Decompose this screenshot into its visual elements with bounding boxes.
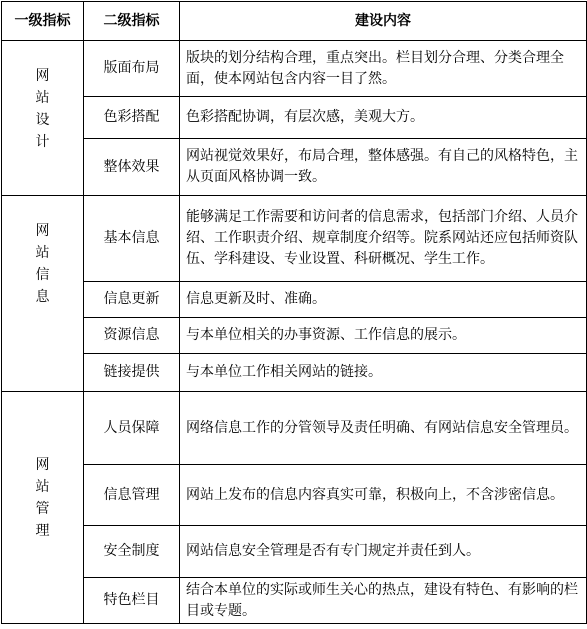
level1-label: 网站信息 [35, 223, 50, 305]
header-row [2, 2, 587, 41]
level2-cell: 资源信息 [84, 318, 180, 354]
table-row [2, 196, 587, 282]
table-row [2, 578, 587, 624]
header-content: 建设内容 [180, 2, 587, 41]
level1-label: 网站设计 [35, 68, 50, 150]
table-row [2, 526, 587, 578]
table-row [2, 282, 587, 318]
table-row [2, 354, 587, 392]
level2-cell: 安全制度 [84, 526, 180, 578]
level2-cell: 版面布局 [84, 41, 180, 97]
content-cell: 与本单位工作相关网站的链接。 [180, 354, 587, 392]
header-level2: 二级指标 [84, 2, 180, 41]
content-cell: 网站视觉效果好，布局合理，整体感强。有自己的风格特色，主从页面风格协调一致。 [180, 139, 587, 196]
level2-cell: 基本信息 [84, 196, 180, 282]
level2-cell: 色彩搭配 [84, 97, 180, 139]
table-row [2, 97, 587, 139]
level2-cell: 整体效果 [84, 139, 180, 196]
content-cell: 能够满足工作需要和访问者的信息需求，包括部门介绍、人员介绍、工作职责介绍、规章制度介绍等。院系网站还应包括师资队伍、学科建设、专业设置、科研概况、学生工作。 [180, 196, 587, 282]
content-cell: 网站上发布的信息内容真实可靠，积极向上，不含涉密信息。 [180, 465, 587, 526]
level1-label: 网站管理 [35, 457, 50, 539]
criteria-table [1, 1, 587, 624]
level2-cell: 人员保障 [84, 392, 180, 465]
content-cell: 色彩搭配协调，有层次感，美观大方。 [180, 97, 587, 139]
level2-cell: 链接提供 [84, 354, 180, 392]
header-level1: 一级指标 [2, 2, 84, 41]
table-row [2, 139, 587, 196]
table-row [2, 41, 587, 97]
table-row [2, 392, 587, 465]
content-cell: 结合本单位的实际或师生关心的热点，建设有特色、有影响的栏目或专题。 [180, 578, 587, 624]
content-cell: 网络信息工作的分管领导及责任明确、有网站信息安全管理员。 [180, 392, 587, 465]
level1-cell [2, 196, 84, 392]
table-row [2, 318, 587, 354]
level1-cell [2, 392, 84, 624]
level2-cell: 特色栏目 [84, 578, 180, 624]
level2-cell: 信息更新 [84, 282, 180, 318]
content-cell: 与本单位相关的办事资源、工作信息的展示。 [180, 318, 587, 354]
content-cell: 信息更新及时、准确。 [180, 282, 587, 318]
level2-cell: 信息管理 [84, 465, 180, 526]
content-cell: 版块的划分结构合理，重点突出。栏目划分合理、分类合理全面，使本网站包含内容一目了然。 [180, 41, 587, 97]
table-row [2, 465, 587, 526]
content-cell: 网站信息安全管理是否有专门规定并责任到人。 [180, 526, 587, 578]
level1-cell [2, 41, 84, 196]
